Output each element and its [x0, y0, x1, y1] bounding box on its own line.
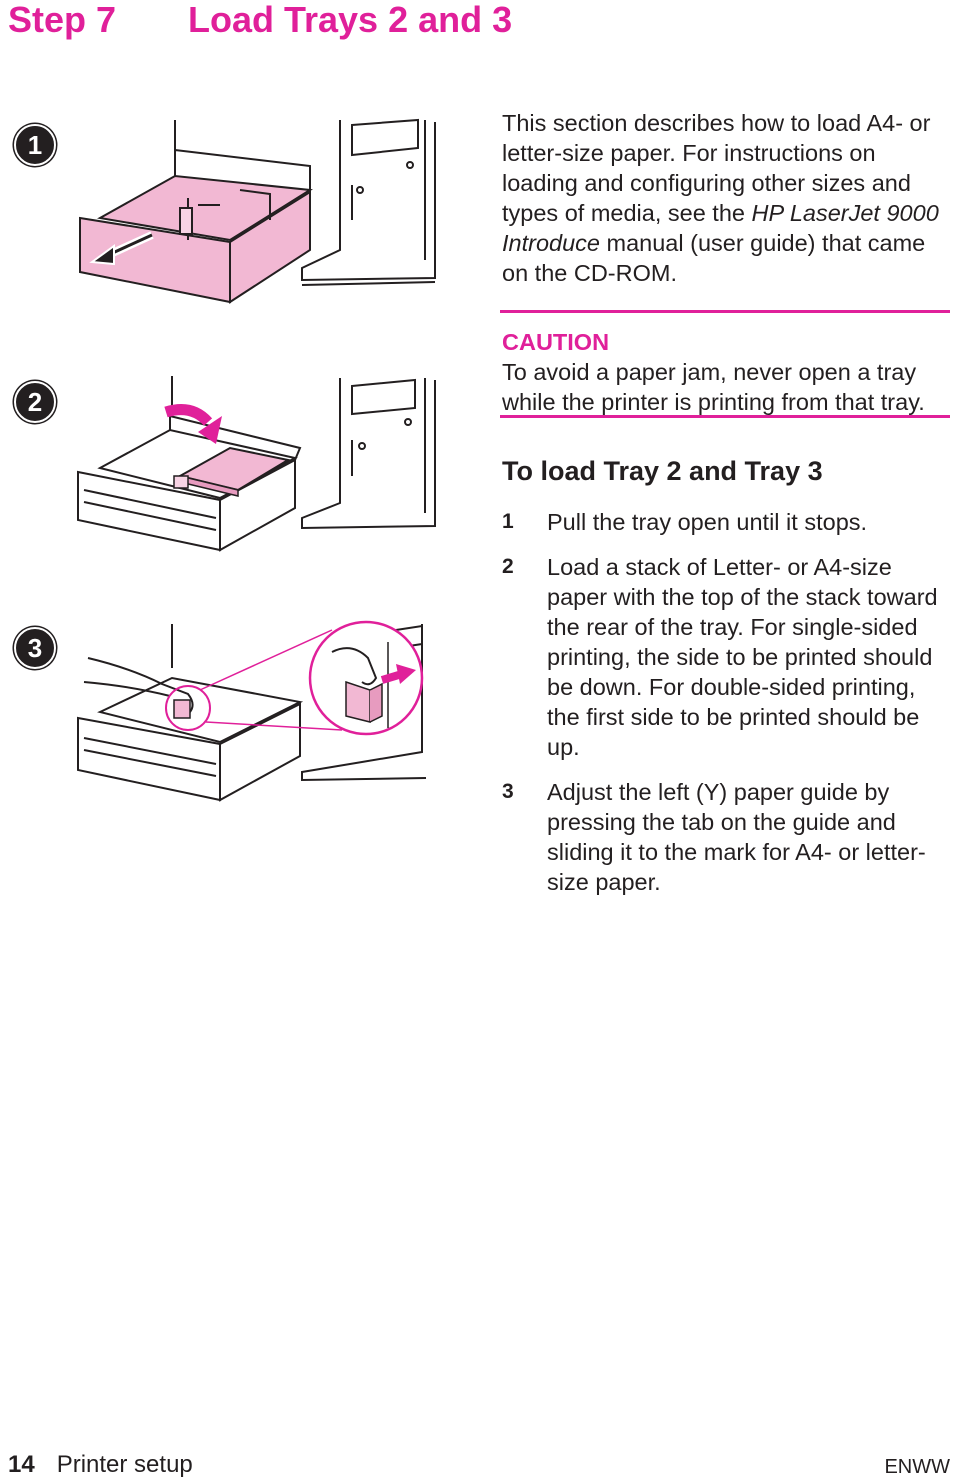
manual-title: HP LaserJet 9000 Introduce [502, 200, 939, 256]
tray-1 [80, 150, 310, 302]
page-title [8, 0, 512, 40]
figure-number-badge: 3 [14, 627, 56, 669]
step-title: Load Trays 2 and 3 [188, 0, 513, 40]
list-item [502, 507, 952, 537]
step-text: Adjust the left (Y) paper guide by pressing the tab on the guide and sliding it to the mark for A4- or letter-size paper. [547, 779, 926, 895]
intro-text: This section describes how to load A4- or letter-size paper. For instructions on loading and configuring other sizes and types of media, see the [502, 110, 931, 226]
step-text: Pull the tray open until it stops. [547, 509, 868, 535]
procedure-steps [502, 507, 952, 912]
caution-box [500, 310, 950, 418]
illustration-load-paper [70, 368, 450, 558]
procedure-heading: To load Tray 2 and Tray 3 [502, 456, 823, 486]
intro-paragraph [502, 108, 950, 288]
list-item [502, 552, 952, 762]
figure-number-badge: 2 [14, 381, 56, 423]
step-text: Load a stack of Letter- or A4-size paper with the top of the stack toward the rear of the tray. For single-sided printing, the side to be printed should be down. For double-sided printing, the first side to be printed should be up. [547, 554, 938, 760]
step-number: 3 [502, 780, 514, 803]
edition-code: ENWW [884, 1456, 950, 1478]
figure-number-badge: 1 [14, 124, 56, 166]
page-number: 14 [8, 1451, 35, 1478]
caution-text: To avoid a paper jam, never open a tray while the printer is printing from that tray. [502, 359, 925, 415]
illustration-pull-tray [70, 110, 450, 310]
step-number: 2 [502, 555, 514, 578]
intro-text-end: manual (user guide) that came on the CD-ROM. [502, 230, 926, 286]
footer-left [8, 1450, 193, 1480]
section-name: Printer setup [56, 1451, 193, 1478]
list-item [502, 777, 952, 897]
illustration-adjust-guide [70, 612, 450, 812]
caution-title: CAUTION [502, 329, 610, 355]
step-label: Step 7 [8, 0, 117, 40]
step-number: 1 [502, 510, 514, 533]
